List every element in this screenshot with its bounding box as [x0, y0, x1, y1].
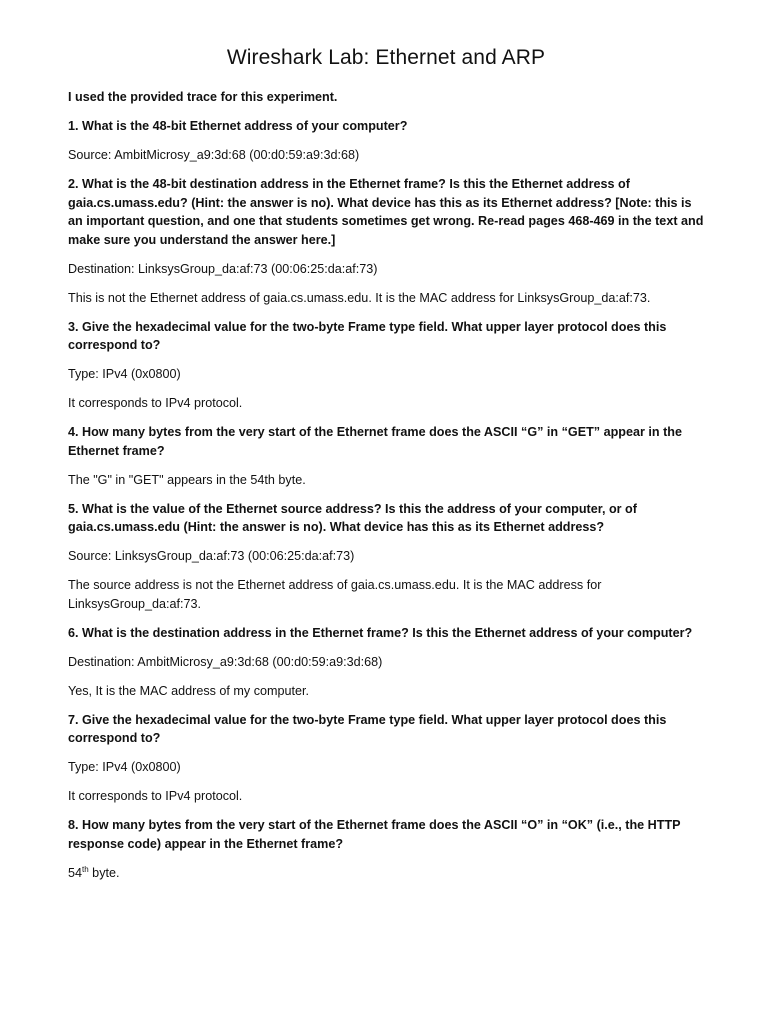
question-1: 1. What is the 48-bit Ethernet address of your computer?: [68, 119, 408, 133]
answer-7-explanation: It corresponds to IPv4 protocol.: [68, 789, 243, 803]
answer-6-explanation: Yes, It is the MAC address of my computer.: [68, 683, 310, 698]
answer-6-destination: Destination: AmbitMicrosy_a9:3d:68 (00:d0:59:a9:3d:68): [68, 654, 383, 669]
question-7: 7. Give the hexadecimal value for the two-byte Frame type field. What upper layer protocol does this correspond to?: [68, 712, 667, 745]
question-8: 8. How many bytes from the very start of the Ethernet frame does the ASCII “O” in “OK” (i.e., the HTTP response code) appear in the Ethernet frame?: [68, 818, 681, 851]
answer-8-number: 54: [68, 865, 83, 880]
question-6: 6. What is the destination address in the Ethernet frame? Is this the Ethernet address of your computer?: [68, 625, 693, 640]
answer-7-type: Type: IPv4 (0x0800): [68, 760, 181, 774]
answer-2-explanation: This is not the Ethernet address of gaia.cs.umass.edu. It is the MAC address for LinksysGroup_da:af:73.: [68, 290, 651, 305]
question-4: 4. How many bytes from the very start of the Ethernet frame does the ASCII “G” in “GET” appear in the Ethernet frame?: [68, 425, 682, 458]
answer-1: Source: AmbitMicrosy_a9:3d:68 (00:d0:59:a9:3d:68): [68, 148, 360, 162]
answer-5-source: Source: LinksysGroup_da:af:73 (00:06:25:da:af:73): [68, 549, 355, 563]
question-3: 3. Give the hexadecimal value for the two-byte Frame type field. What upper layer protocol does this correspond to?: [68, 319, 667, 352]
answer-8-rest: byte.: [88, 865, 120, 880]
answer-8: [68, 864, 704, 883]
question-5: 5. What is the value of the Ethernet source address? Is this the address of your computer, or of gaia.cs.umass.edu (Hint: the answer is no). What device has this as its Ethernet address?: [68, 501, 637, 534]
answer-2-destination: Destination: LinksysGroup_da:af:73 (00:06:25:da:af:73): [68, 261, 378, 276]
question-2: 2. What is the 48-bit destination address in the Ethernet frame? Is this the Ethernet address of gaia.cs.umass.edu? (Hint: the answer is no). What device has this as its Ethernet address? [Note: this is an important question, and one that students sometimes get wrong. Re-read pages 468-469 in the text and make sure you understand the answer here.]: [68, 177, 704, 247]
intro-text: I used the provided trace for this experiment.: [68, 90, 338, 104]
answer-4: The "G" in "GET" appears in the 54th byte.: [68, 472, 306, 487]
answer-3-explanation: It corresponds to IPv4 protocol.: [68, 396, 243, 410]
answer-5-explanation: The source address is not the Ethernet address of gaia.cs.umass.edu. It is the MAC address for LinksysGroup_da:af:73.: [68, 578, 602, 611]
document-title: Wireshark Lab: Ethernet and ARP: [226, 46, 546, 69]
answer-3-type: Type: IPv4 (0x0800): [68, 367, 181, 381]
answer-8-ordinal-suffix: th: [82, 864, 89, 874]
